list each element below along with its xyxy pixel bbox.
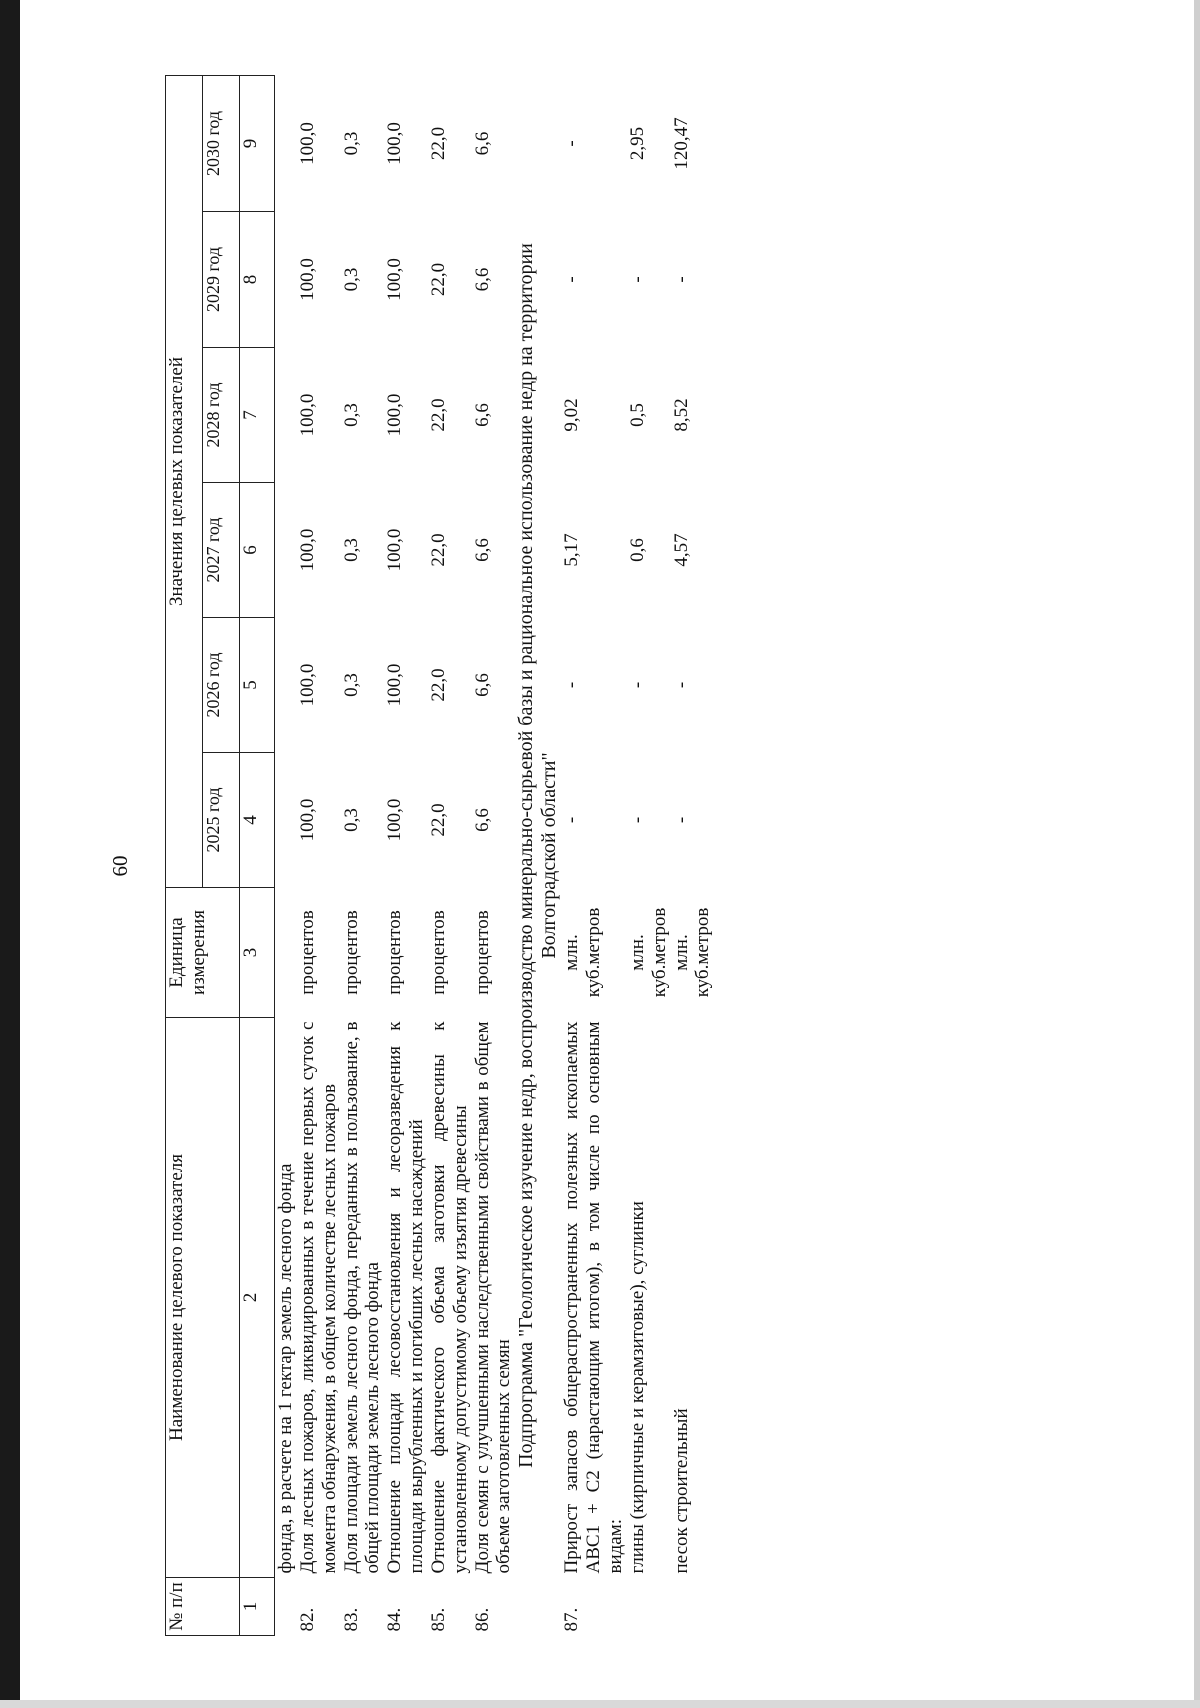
col-number: 2 bbox=[240, 1018, 275, 1578]
col-number: 6 bbox=[240, 483, 275, 618]
unit-cell: процентов bbox=[340, 910, 362, 995]
value-cell: 6,6 bbox=[471, 673, 493, 697]
value-cell: 4,57 bbox=[670, 533, 692, 567]
value-cell: - bbox=[561, 276, 583, 283]
unit-cell: процентов bbox=[471, 910, 493, 995]
row-number: 86. bbox=[471, 1607, 493, 1632]
table-row bbox=[561, 76, 627, 1636]
indicator-name: Отношение площади лесовосстановления и лесоразведения к площади вырубленных и погибших лесных насаждений bbox=[384, 1021, 428, 1574]
value-cell: 6,6 bbox=[471, 808, 493, 832]
unit-cell: млн. куб.метров bbox=[670, 907, 714, 998]
value-cell: 6,6 bbox=[471, 403, 493, 427]
col-number: 8 bbox=[240, 212, 275, 348]
row-number: 83. bbox=[340, 1607, 362, 1632]
value-cell: - bbox=[670, 816, 692, 824]
col-number: 3 bbox=[240, 888, 275, 1018]
value-cell: 0,3 bbox=[340, 403, 362, 427]
value-cell: 22,0 bbox=[427, 668, 449, 702]
row-number bbox=[671, 1578, 715, 1636]
value-cell: 9,02 bbox=[561, 398, 583, 432]
value-cell: 100,0 bbox=[384, 663, 406, 707]
table-row bbox=[428, 76, 472, 1636]
value-cell: 6,6 bbox=[471, 267, 493, 292]
subprogram-title bbox=[515, 76, 561, 1636]
header-year: 2030 год bbox=[203, 76, 240, 212]
indicator-name: Доля семян с улучшенными наследственными свойствами в общем объеме заготовленных семян bbox=[471, 1021, 515, 1574]
target-indicators-table bbox=[165, 75, 714, 1636]
value-cell: 100,0 bbox=[384, 798, 406, 842]
header-year: 2029 год bbox=[203, 212, 240, 348]
indicator-name: Отношение фактического объема заготовки древесины к установленному допустимому объему изъятия древесины bbox=[427, 1021, 471, 1574]
header-unit: Единица измерения bbox=[166, 888, 240, 1018]
value-cell: 22,0 bbox=[427, 398, 449, 432]
value-cell: 22,0 bbox=[427, 803, 449, 837]
continuation-text: фонда, в расчете на 1 гектар земель лесного фонда bbox=[275, 1163, 296, 1574]
value-cell: 100,0 bbox=[296, 122, 318, 165]
unit-cell: млн. куб.метров bbox=[561, 907, 605, 998]
row-number: 87. bbox=[561, 1607, 583, 1632]
subprogram-title-line1: Подпрограмма "Геологическое изучение недр, воспроизводство минерально-сырьевой базы и рациональное использование недр на территории bbox=[515, 243, 538, 1468]
indicator-name: Прирост запасов общераспространенных полезных ископаемых АВС1 + С2 (нарастающим итогом), в том числе по основным видам: bbox=[561, 1021, 626, 1574]
col-number: 9 bbox=[240, 76, 275, 212]
unit-cell: процентов bbox=[296, 910, 318, 995]
value-cell: 22,0 bbox=[427, 126, 449, 161]
value-cell: - bbox=[561, 816, 583, 824]
value-cell: 6,6 bbox=[471, 538, 493, 562]
value-cell: 0,5 bbox=[626, 403, 648, 427]
value-cell: 100,0 bbox=[384, 393, 406, 437]
page-number: 60 bbox=[108, 855, 132, 877]
table-row bbox=[341, 76, 385, 1636]
header-year: 2026 год bbox=[203, 618, 240, 753]
row-number bbox=[627, 1578, 671, 1636]
table-row bbox=[472, 76, 516, 1636]
value-cell: 100,0 bbox=[296, 663, 318, 707]
value-cell: 22,0 bbox=[427, 262, 449, 297]
table-row bbox=[297, 76, 341, 1636]
unit-cell: млн. куб.метров bbox=[626, 907, 670, 998]
value-cell: 100,0 bbox=[296, 258, 318, 301]
value-cell: 8,52 bbox=[670, 398, 692, 432]
value-cell: - bbox=[626, 681, 648, 689]
indicator-name: глины (кирпичные и керамзитовые), суглинки bbox=[626, 1201, 648, 1574]
value-cell: - bbox=[670, 276, 692, 283]
subprogram-title-line2: Волгоградской области" bbox=[538, 752, 561, 959]
value-cell: 0,3 bbox=[340, 673, 362, 697]
row-number: 84. bbox=[384, 1607, 406, 1632]
col-number: 1 bbox=[240, 1578, 275, 1636]
value-cell: - bbox=[561, 140, 583, 147]
unit-cell: процентов bbox=[384, 910, 406, 995]
row-number: 85. bbox=[427, 1607, 449, 1632]
value-cell: 0,3 bbox=[340, 538, 362, 562]
col-number: 5 bbox=[240, 618, 275, 753]
header-num: № п/п bbox=[166, 1578, 240, 1636]
indicator-name: Доля площади земель лесного фонда, переданных в пользование, в общей площади земель лесного фонда bbox=[340, 1021, 384, 1574]
value-cell: 100,0 bbox=[296, 393, 318, 437]
value-cell: 100,0 bbox=[296, 798, 318, 842]
value-cell: - bbox=[670, 681, 692, 689]
col-number: 7 bbox=[240, 348, 275, 483]
value-cell: 0,3 bbox=[340, 808, 362, 832]
value-cell: 0,3 bbox=[340, 131, 362, 156]
row-number: 82. bbox=[296, 1607, 318, 1632]
header-values: Значения целевых показателей bbox=[166, 76, 203, 888]
value-cell: - bbox=[561, 681, 583, 689]
table-row bbox=[627, 76, 671, 1636]
value-cell: 2,95 bbox=[626, 126, 648, 161]
col-number: 4 bbox=[240, 753, 275, 888]
value-cell: 22,0 bbox=[427, 533, 449, 567]
table-row bbox=[671, 76, 715, 1636]
header-name: Наименование целевого показателя bbox=[166, 1018, 240, 1578]
header-year: 2025 год bbox=[203, 753, 240, 888]
value-cell: 0,3 bbox=[340, 267, 362, 292]
value-cell: 100,0 bbox=[384, 528, 406, 572]
indicator-name: Доля лесных пожаров, ликвидированных в течение первых суток с момента обнаружения, в общем количестве лесных пожаров bbox=[296, 1021, 340, 1574]
header-year: 2027 год bbox=[203, 483, 240, 618]
value-cell: 5,17 bbox=[561, 533, 583, 567]
value-cell: - bbox=[626, 276, 648, 283]
unit-cell: процентов bbox=[427, 910, 449, 995]
value-cell: 100,0 bbox=[384, 258, 406, 301]
value-cell: 120,47 bbox=[670, 117, 692, 170]
value-cell: - bbox=[626, 816, 648, 824]
table-row bbox=[384, 76, 428, 1636]
value-cell: 0,6 bbox=[626, 538, 648, 562]
indicator-name: песок строительный bbox=[670, 1408, 692, 1574]
value-cell: 100,0 bbox=[384, 122, 406, 165]
header-year: 2028 год bbox=[203, 348, 240, 483]
value-cell: 6,6 bbox=[471, 131, 493, 156]
value-cell: 100,0 bbox=[296, 528, 318, 572]
